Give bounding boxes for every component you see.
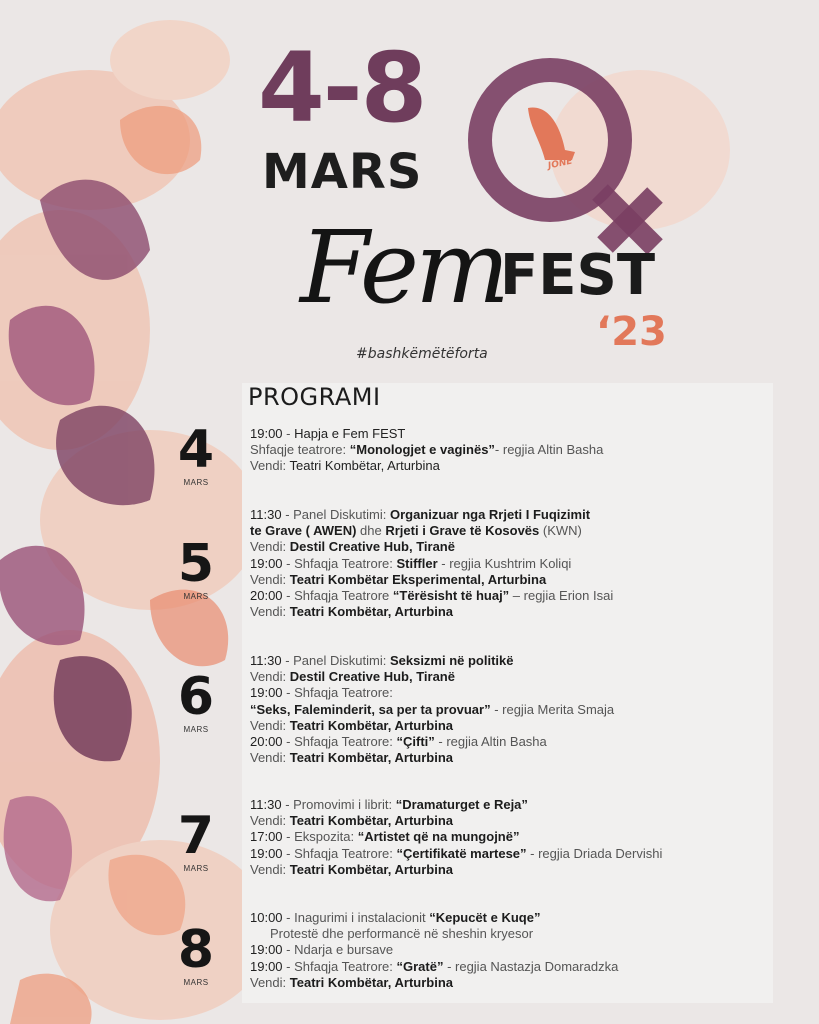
event-text: - regjia Altin Basha (494, 442, 604, 458)
event-highlight: Destil Creative Hub, Tiranë (289, 669, 455, 685)
festival-name-script: Fem (300, 209, 506, 326)
event-text: 11:30 (250, 797, 282, 812)
day-marker (166, 420, 226, 487)
event-highlight: “Seks, Faleminderit, sa per ta provuar” (250, 701, 491, 717)
event-line (250, 426, 603, 442)
event-text: 19:00 (250, 958, 283, 974)
event-line (250, 910, 618, 926)
event-text: - regjia Altin Basha (434, 734, 547, 750)
event-highlight: Stiffler (396, 555, 438, 571)
event-highlight: “Gratë” (396, 958, 444, 974)
event-highlight: te Grave ( AWEN) (250, 523, 361, 539)
event-line (250, 926, 618, 942)
event-highlight: Teatri Kombëtar, Arturbina (289, 750, 454, 766)
event-text: - Ndarja e bursave (282, 942, 394, 958)
event-text: Vendi: (250, 861, 290, 877)
event-text: 19:00 (250, 845, 283, 861)
day-events (250, 910, 618, 991)
event-highlight: Organizuar nga Rrjeti I Fuqizimit (389, 507, 591, 522)
event-text: Vendi: (250, 539, 290, 555)
event-text: Vendi: (250, 750, 290, 766)
day-month: MARS (183, 592, 209, 601)
event-text: Vendi: (250, 813, 290, 829)
event-text: 11:30 (250, 653, 282, 668)
event-line (250, 523, 613, 539)
event-highlight: Teatri Kombëtar, Arturbina (289, 813, 454, 829)
day-number: 4 (177, 420, 215, 480)
day-marker (166, 920, 226, 987)
festival-dates: 4-8 (258, 32, 426, 144)
event-line (250, 604, 613, 620)
festival-year: ‘23 (596, 309, 667, 355)
event-line (250, 458, 603, 474)
event-text: dhe (360, 523, 386, 539)
event-highlight: “Monologjet e vaginës” (349, 442, 495, 458)
event-text: - (282, 426, 295, 441)
event-text: Teatri Kombëtar, Arturbina (289, 458, 440, 474)
event-highlight: Teatri Kombëtar Eksperimental, Arturbina (289, 571, 547, 587)
day-month: MARS (183, 478, 209, 487)
day-number: 8 (177, 920, 215, 980)
event-highlight: “Çertifikatë martese” (396, 845, 527, 861)
day-number: 6 (177, 667, 215, 727)
day-number: 5 (177, 534, 215, 594)
event-text: 10:00 (250, 910, 283, 925)
event-text: - Shfaqja Teatrore: (282, 685, 393, 701)
event-text: 19:00 (250, 942, 283, 958)
event-line (250, 734, 614, 750)
event-text: - Shfaqja Teatrore: (282, 845, 397, 861)
event-line (250, 718, 614, 734)
event-text: Shfaqje teatrore: (250, 442, 350, 458)
day-events (250, 797, 662, 878)
event-highlight: “Kepucët e Kuqe” (429, 910, 541, 925)
event-text: - Shfaqja Teatrore: (282, 555, 397, 571)
event-line (250, 507, 613, 523)
event-line (250, 797, 662, 813)
day-marker (166, 534, 226, 601)
event-text: Vendi: (250, 974, 290, 990)
day-month: MARS (183, 864, 209, 873)
event-line (250, 846, 662, 862)
program-title: PROGRAMI (248, 383, 381, 411)
event-highlight: Rrjeti i Grave të Kosovës (385, 523, 540, 539)
day-events (250, 653, 614, 766)
event-highlight: “Dramaturget e Reja” (395, 797, 528, 812)
event-text: Vendi: (250, 458, 290, 474)
event-line (250, 669, 614, 685)
event-text: Protestë dhe performancë në sheshin kryesor (270, 926, 534, 942)
event-text: - regjia Merita Smaja (490, 701, 615, 717)
event-text: 11:30 (250, 507, 282, 522)
event-line (250, 588, 613, 604)
event-text: - regjia Driada Dervishi (526, 845, 663, 861)
event-text: Vendi: (250, 604, 290, 620)
event-text: 20:00 (250, 588, 283, 604)
event-text: - Inagurimi i instalacionit (282, 910, 430, 925)
event-text: - Shfaqja Teatrore: (282, 734, 397, 750)
event-text: - regjia Kushtrim Koliqi (437, 555, 572, 571)
event-text: - regjia Nastazja Domaradzka (443, 958, 619, 974)
event-text: Hapja e Fem FEST (294, 426, 406, 441)
event-highlight: Seksizmi në politikë (389, 653, 514, 668)
event-line (250, 702, 614, 718)
hashtag: #bashkëmëtëforta (356, 346, 488, 362)
event-text: - Panel Diskutimi: (281, 507, 390, 522)
day-events (250, 426, 603, 475)
event-line (250, 572, 613, 588)
event-line (250, 813, 662, 829)
day-marker (166, 667, 226, 734)
event-text: - Panel Diskutimi: (281, 653, 390, 668)
event-text: Vendi: (250, 669, 290, 685)
event-highlight: Teatri Kombëtar, Arturbina (289, 604, 454, 620)
event-line (250, 685, 614, 701)
event-text: 19:00 (250, 685, 283, 701)
day-events (250, 507, 613, 620)
event-text: (KWN) (539, 523, 582, 539)
event-line (250, 975, 618, 991)
logo-text: JONË (547, 156, 574, 172)
event-text: - Promovimi i librit: (281, 797, 396, 812)
festival-name-bold: FEST (500, 243, 656, 308)
festival-month: MARS (262, 144, 423, 200)
event-text: 19:00 (250, 426, 283, 441)
event-text: 17:00 (250, 829, 283, 845)
event-line (250, 750, 614, 766)
event-line (250, 556, 613, 572)
day-month: MARS (183, 725, 209, 734)
event-text: Vendi: (250, 717, 290, 733)
event-text: – regjia Erion Isai (509, 588, 614, 604)
event-highlight: “Çifti” (396, 734, 435, 750)
event-line (250, 442, 603, 458)
event-highlight: “Artistet që na mungojnë” (357, 829, 520, 845)
event-line (250, 862, 662, 878)
event-highlight: Teatri Kombëtar, Arturbina (289, 974, 454, 990)
event-text: 19:00 (250, 555, 283, 571)
event-highlight: “Tërësisht të huaj” (392, 588, 510, 604)
event-highlight: Teatri Kombëtar, Arturbina (289, 717, 454, 733)
day-number: 7 (177, 806, 215, 866)
event-text: 20:00 (250, 734, 283, 750)
day-month: MARS (183, 978, 209, 987)
event-highlight: Teatri Kombëtar, Arturbina (289, 861, 454, 877)
event-line (250, 539, 613, 555)
event-line (250, 959, 618, 975)
event-text: Vendi: (250, 571, 290, 587)
day-marker (166, 806, 226, 873)
event-text: - Ekspozita: (282, 829, 358, 845)
event-line (250, 942, 618, 958)
event-highlight: Destil Creative Hub, Tiranë (289, 539, 455, 555)
event-line (250, 653, 614, 669)
event-text: - Shfaqja Teatrore: (282, 958, 397, 974)
event-text: - Shfaqja Teatrore (282, 588, 393, 604)
event-line (250, 829, 662, 845)
